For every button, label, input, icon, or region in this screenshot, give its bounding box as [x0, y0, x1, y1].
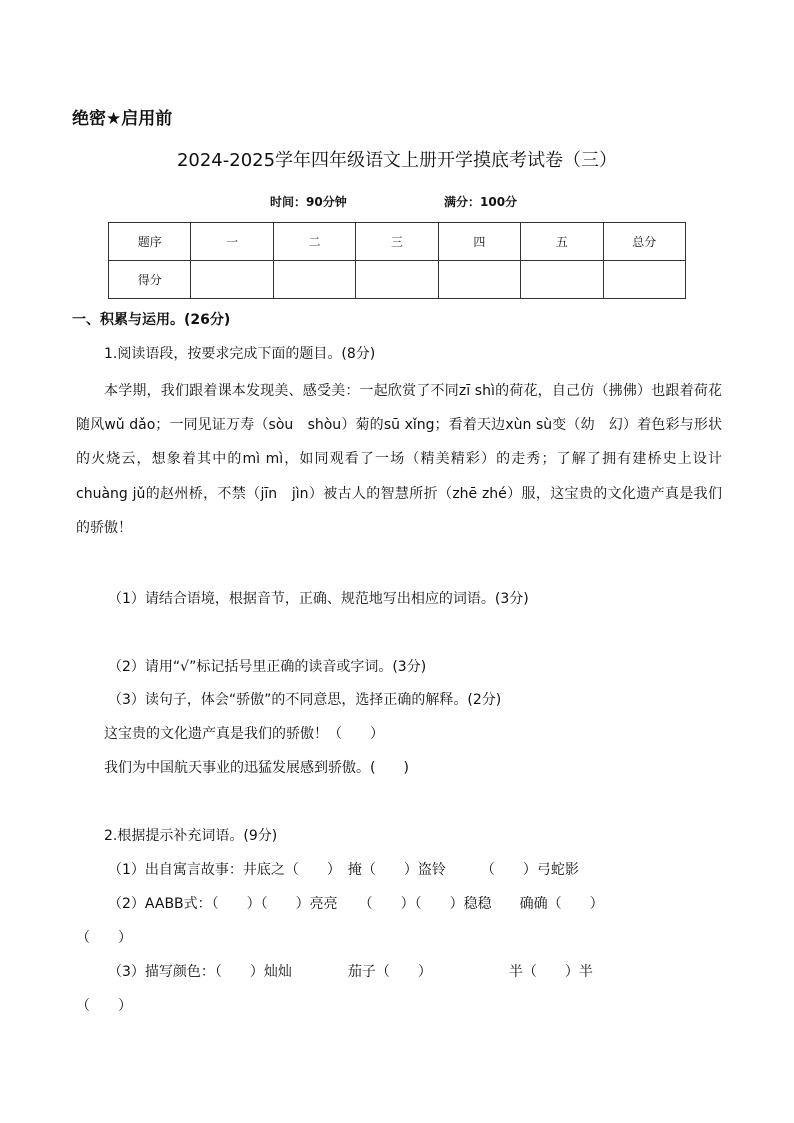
pinyin-text: wǔ dǎo: [104, 417, 156, 434]
score-table: [108, 222, 686, 299]
reading-passage: [76, 374, 722, 545]
exam-time: 时间：90分钟: [270, 195, 347, 209]
question-1-sub-3: （3）读句子，体会“骄傲”的不同意思，选择正确的解释。(2分): [108, 692, 502, 708]
passage-text: ；看着天边: [434, 417, 506, 434]
score-cell[interactable]: [273, 261, 355, 299]
exam-full-score: 满分：100分: [444, 195, 518, 209]
section-1-title: 一、积累与运用。(26分): [72, 312, 231, 328]
score-table-header: 三: [356, 223, 438, 261]
question-2-sub-3-continued: （ ）: [76, 998, 132, 1014]
passage-text: ）菊的: [341, 417, 384, 434]
score-cell[interactable]: [438, 261, 520, 299]
sentence-2: 我们为中国航天事业的迅猛发展感到骄傲。( ): [104, 760, 409, 776]
passage-text: ；一同见证万寿（: [155, 417, 269, 434]
score-table-header: 一: [191, 223, 273, 261]
passage-text: ，如同观看了一场（精美精彩）的走秀；了解了拥有建桥史上设计: [283, 451, 723, 468]
pinyin-text: chuàng jǔ: [76, 485, 146, 502]
score-cell[interactable]: [356, 261, 438, 299]
score-table-header: 五: [521, 223, 603, 261]
score-cell[interactable]: [603, 261, 685, 299]
question-2-title: 2.根据提示补充词语。(9分): [104, 828, 278, 844]
score-table-header-row: [109, 223, 686, 261]
passage-text: ）服，这宝贵的文化遗产真是我们的骄傲！: [76, 485, 723, 536]
passage-text: 的赵州桥，不禁（: [145, 485, 261, 502]
pinyin-text: mì mì: [242, 451, 284, 468]
confidential-label: 绝密★启用前: [72, 109, 173, 129]
exam-title: 2024-2025学年四年级语文上册开学摸底考试卷（三）: [176, 150, 618, 171]
score-table-header: 总分: [603, 223, 685, 261]
pinyin-text: zhē zhé: [452, 485, 507, 502]
sentence-1: 这宝贵的文化遗产真是我们的骄傲！（ ）: [104, 726, 384, 742]
pinyin-text: zī shì: [458, 383, 495, 399]
passage-text: 本学期，我们跟着课本发现美、感受美：一起欣赏了不同: [104, 383, 459, 399]
pinyin-text: sòu shòu: [268, 417, 342, 434]
score-table-header: 题序: [109, 223, 191, 261]
question-2-sub-1: （1）出自寓言故事：井底之（ ） 掩（ ）盗铃 （ ）弓蛇影: [108, 862, 579, 878]
score-table-header: 二: [273, 223, 355, 261]
score-table-score-row: [109, 261, 686, 299]
question-1-sub-1: （1）请结合语境，根据音节，正确、规范地写出相应的词语。(3分): [108, 591, 529, 607]
question-2-sub-2: （2）AABB式：（ ）（ ）亮亮 （ ）（ ）稳稳 确确（ ）: [108, 896, 604, 912]
score-cell[interactable]: [521, 261, 603, 299]
question-2-sub-3: （3）描写颜色：（ ）灿灿 茄子（ ） 半（ ）半: [108, 964, 593, 980]
pinyin-text: xùn sù: [505, 417, 553, 434]
score-cell[interactable]: [191, 261, 273, 299]
score-row-label: 得分: [109, 261, 191, 299]
question-1-title: 1.阅读语段，按要求完成下面的题目。(8分): [104, 346, 376, 362]
question-2-sub-2-continued: （ ）: [76, 930, 132, 946]
pinyin-text: jīn jìn: [260, 485, 309, 502]
passage-text: ）被古人的智慧所折（: [308, 485, 453, 502]
question-1-sub-2: （2）请用“√”标记括号里正确的读音或字词。(3分): [108, 659, 427, 675]
passage-text: 的荷花，自己仿（拂佛）也跟着荷花随风: [76, 383, 723, 434]
score-table-header: 四: [438, 223, 520, 261]
pinyin-text: sū xǐng: [383, 417, 435, 434]
passage-text: 变（幼 幻）着色彩与形状的火烧云，想象着其中的: [76, 417, 722, 468]
